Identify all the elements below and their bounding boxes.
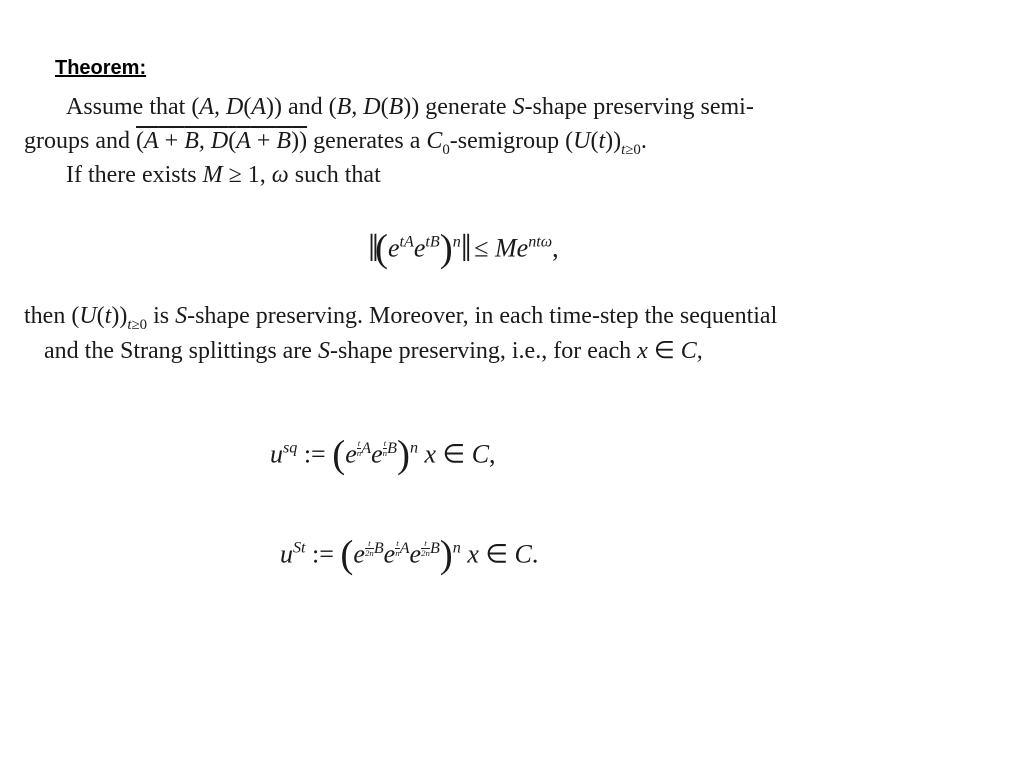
theorem-line-3: If there exists M ≥ 1, ω such that [66,162,381,188]
conclusion-line-2: and the Strang splittings are S-shape preserving, i.e., for each x ∈ C, [44,338,703,364]
norm-inequality: $‖(e^{tA}e^{tB})^n‖ \le Me^{nt\omega}$, [368,227,559,270]
sequential-splitting-formula: $u^{sq}$ := (e $^{\frac{t}{n} A}$e $^{\frac{t}{n} B}$)$^n$ x ∈ C, [270,433,496,476]
strang-splitting-formula: $u^{St}$ := (e $^{\frac{t}{2n} B}$e $^{\frac{t}{n} A}$e $^{\frac{t}{2n} B}$)$^n$ x ∈ C. [280,533,539,576]
theorem-line-1: Assume that (A, D(A)) and (B, D(B)) generate S-shape preserving semi- [66,94,754,120]
conclusion-line-1: then $(U(t))_{t\ge 0}$ is S-shape preserving. Moreover, in each time-step the sequential [24,303,778,333]
theorem-line-2: groups and (A + B, D(A + B)) generates a $C_0$-semigroup $(U(t))_{t\ge 0}$. [24,128,647,158]
theorem-heading: Theorem: [55,57,147,79]
